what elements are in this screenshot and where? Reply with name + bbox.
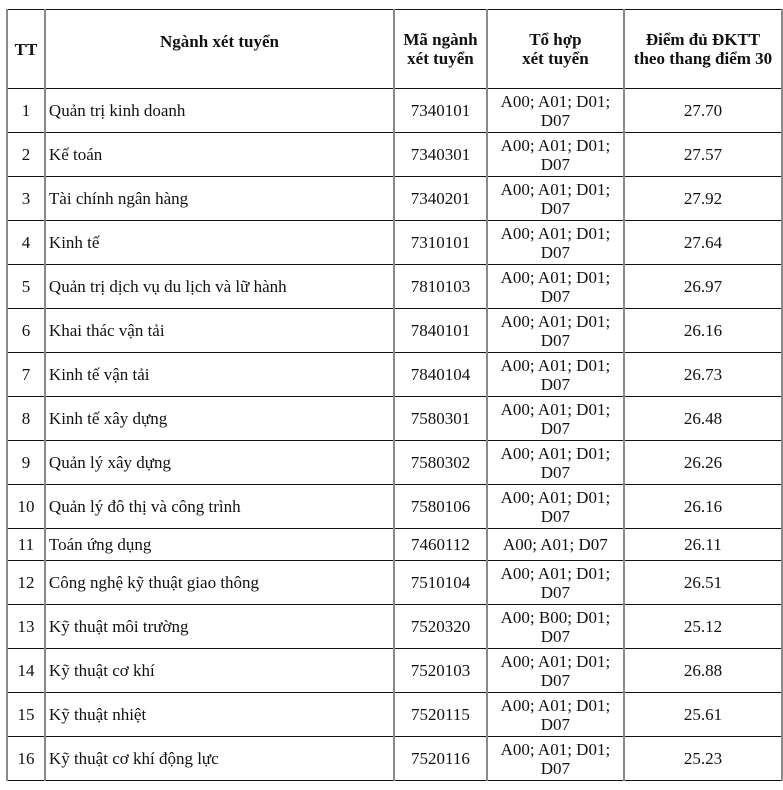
cell-subject-combination: [487, 605, 624, 649]
cell-score: 27.92: [624, 177, 782, 221]
cell-tt: 11: [7, 529, 45, 561]
cell-subject-combination: [487, 397, 624, 441]
cell-major-name: Quản lý xây dựng: [45, 441, 394, 485]
combo-line2: D07: [540, 714, 571, 734]
cell-major-name: Công nghệ kỹ thuật giao thông: [45, 561, 394, 605]
cell-subject-combination: [487, 441, 624, 485]
cell-tt: 16: [7, 737, 45, 781]
combo-line1: A00; A01; D01;: [500, 135, 611, 155]
cell-score: 26.48: [624, 397, 782, 441]
header-major-code-line1: Mã ngành: [403, 30, 478, 49]
cell-score: 26.16: [624, 309, 782, 353]
cell-major-name: Kỹ thuật nhiệt: [45, 693, 394, 737]
table-row: [7, 309, 782, 353]
table-row: [7, 485, 782, 529]
header-major: Ngành xét tuyển: [45, 10, 394, 89]
cell-major-name: Tài chính ngân hàng: [45, 177, 394, 221]
header-score-line2: theo thang điểm 30: [633, 49, 773, 68]
cell-subject-combination: [487, 309, 624, 353]
admission-scores-table: [6, 9, 783, 781]
cell-major-name: Kỹ thuật cơ khí: [45, 649, 394, 693]
cell-major-code: 7510104: [394, 561, 487, 605]
table-row: [7, 649, 782, 693]
cell-tt: 3: [7, 177, 45, 221]
combo-line2: D07: [540, 110, 571, 130]
header-combo-line1: Tổ hợp: [529, 30, 582, 49]
cell-tt: 5: [7, 265, 45, 309]
table-row: [7, 693, 782, 737]
cell-subject-combination: [487, 221, 624, 265]
cell-score: 26.73: [624, 353, 782, 397]
cell-score: 25.61: [624, 693, 782, 737]
cell-tt: 7: [7, 353, 45, 397]
cell-major-code: 7840101: [394, 309, 487, 353]
cell-major-name: Kỹ thuật môi trường: [45, 605, 394, 649]
header-major-code: [394, 10, 487, 89]
cell-tt: 1: [7, 89, 45, 133]
cell-tt: 13: [7, 605, 45, 649]
table-row: [7, 529, 782, 561]
combo-line2: D07: [540, 758, 571, 778]
table-row: [7, 265, 782, 309]
header-major-code-line2: xét tuyển: [407, 49, 474, 68]
cell-major-code: 7520115: [394, 693, 487, 737]
cell-tt: 10: [7, 485, 45, 529]
table-row: [7, 133, 782, 177]
cell-tt: 15: [7, 693, 45, 737]
combo-line2: D07: [540, 330, 571, 350]
cell-tt: 8: [7, 397, 45, 441]
combo-line1: A00; A01; D01;: [500, 91, 611, 111]
combo-line2: D07: [540, 242, 571, 262]
table-row: [7, 221, 782, 265]
cell-subject-combination: [487, 649, 624, 693]
cell-subject-combination: [487, 353, 624, 397]
cell-subject-combination: [487, 485, 624, 529]
cell-major-code: 7340301: [394, 133, 487, 177]
cell-major-name: Quản trị kinh doanh: [45, 89, 394, 133]
combo-line1: A00; A01; D01;: [500, 179, 611, 199]
combo-line1: A00; A01; D07: [502, 535, 608, 554]
cell-tt: 12: [7, 561, 45, 605]
table-row: [7, 441, 782, 485]
cell-score: 26.16: [624, 485, 782, 529]
cell-tt: 2: [7, 133, 45, 177]
combo-line1: A00; A01; D01;: [500, 443, 611, 463]
cell-subject-combination: [487, 529, 624, 561]
cell-major-name: Kinh tế vận tải: [45, 353, 394, 397]
table-row: [7, 605, 782, 649]
combo-line1: A00; A01; D01;: [500, 739, 611, 759]
cell-score: 26.11: [624, 529, 782, 561]
table-body: [7, 89, 782, 781]
combo-line1: A00; A01; D01;: [500, 563, 611, 583]
cell-subject-combination: [487, 265, 624, 309]
table-row: [7, 353, 782, 397]
cell-score: 26.51: [624, 561, 782, 605]
combo-line1: A00; B00; D01;: [500, 607, 611, 627]
header-tt: TT: [7, 10, 45, 89]
combo-line2: D07: [540, 670, 571, 690]
cell-major-code: 7460112: [394, 529, 487, 561]
header-row: [7, 10, 782, 89]
cell-score: 27.57: [624, 133, 782, 177]
cell-subject-combination: [487, 693, 624, 737]
cell-major-code: 7580106: [394, 485, 487, 529]
combo-line2: D07: [540, 582, 571, 602]
cell-tt: 14: [7, 649, 45, 693]
cell-major-name: Toán ứng dụng: [45, 529, 394, 561]
cell-major-name: Khai thác vận tải: [45, 309, 394, 353]
cell-score: 25.12: [624, 605, 782, 649]
combo-line2: D07: [540, 506, 571, 526]
table-row: [7, 561, 782, 605]
cell-subject-combination: [487, 737, 624, 781]
cell-tt: 9: [7, 441, 45, 485]
cell-major-code: 7520103: [394, 649, 487, 693]
combo-line2: D07: [540, 154, 571, 174]
table-row: [7, 89, 782, 133]
cell-subject-combination: [487, 133, 624, 177]
combo-line2: D07: [540, 418, 571, 438]
cell-score: 27.70: [624, 89, 782, 133]
cell-score: 25.23: [624, 737, 782, 781]
cell-subject-combination: [487, 177, 624, 221]
cell-major-code: 7340101: [394, 89, 487, 133]
combo-line1: A00; A01; D01;: [500, 223, 611, 243]
combo-line1: A00; A01; D01;: [500, 399, 611, 419]
cell-tt: 6: [7, 309, 45, 353]
cell-major-code: 7580302: [394, 441, 487, 485]
combo-line1: A00; A01; D01;: [500, 487, 611, 507]
cell-score: 27.64: [624, 221, 782, 265]
table-row: [7, 177, 782, 221]
cell-subject-combination: [487, 89, 624, 133]
combo-line2: D07: [540, 626, 571, 646]
cell-major-name: Quản lý đô thị và công trình: [45, 485, 394, 529]
combo-line2: D07: [540, 286, 571, 306]
cell-subject-combination: [487, 561, 624, 605]
cell-score: 26.26: [624, 441, 782, 485]
header-score: [624, 10, 782, 89]
cell-major-code: 7810103: [394, 265, 487, 309]
combo-line1: A00; A01; D01;: [500, 355, 611, 375]
cell-major-name: Kỹ thuật cơ khí động lực: [45, 737, 394, 781]
header-score-line1: Điểm đủ ĐKTT: [645, 30, 761, 49]
cell-major-code: 7520320: [394, 605, 487, 649]
table-row: [7, 737, 782, 781]
combo-line1: A00; A01; D01;: [500, 267, 611, 287]
header-combo-line2: xét tuyển: [522, 49, 589, 68]
combo-line2: D07: [540, 462, 571, 482]
combo-line1: A00; A01; D01;: [500, 695, 611, 715]
cell-major-name: Quản trị dịch vụ du lịch và lữ hành: [45, 265, 394, 309]
header-subject-combination: [487, 10, 624, 89]
cell-score: 26.97: [624, 265, 782, 309]
cell-major-code: 7340201: [394, 177, 487, 221]
cell-major-name: Kinh tế xây dựng: [45, 397, 394, 441]
combo-line2: D07: [540, 198, 571, 218]
cell-major-name: Kinh tế: [45, 221, 394, 265]
cell-major-code: 7840104: [394, 353, 487, 397]
cell-major-code: 7580301: [394, 397, 487, 441]
cell-major-code: 7310101: [394, 221, 487, 265]
cell-major-name: Kế toán: [45, 133, 394, 177]
cell-major-code: 7520116: [394, 737, 487, 781]
combo-line1: A00; A01; D01;: [500, 651, 611, 671]
cell-tt: 4: [7, 221, 45, 265]
cell-score: 26.88: [624, 649, 782, 693]
table-row: [7, 397, 782, 441]
combo-line1: A00; A01; D01;: [500, 311, 611, 331]
combo-line2: D07: [540, 374, 571, 394]
